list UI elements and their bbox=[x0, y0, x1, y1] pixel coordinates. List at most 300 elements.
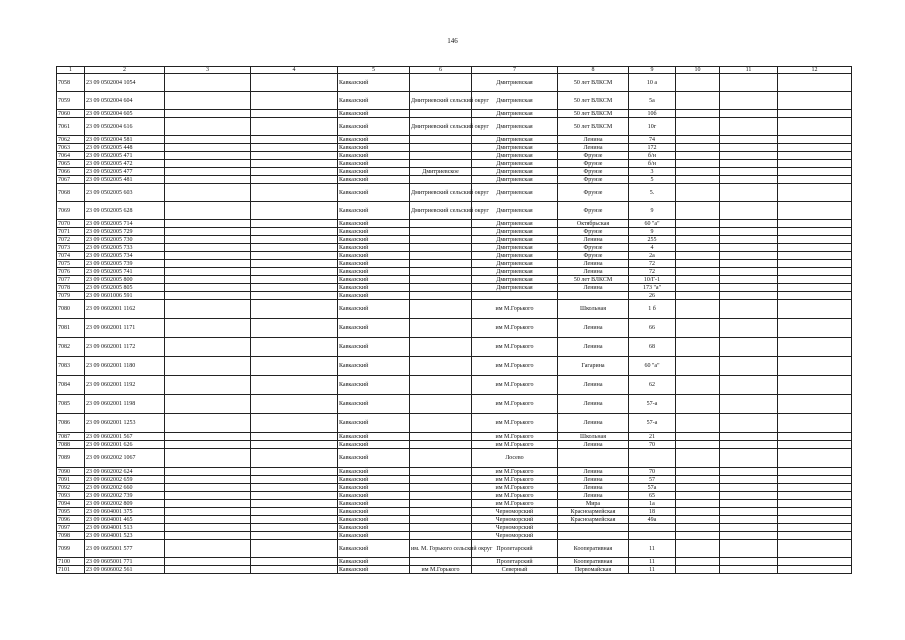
table-cell: Кавказский bbox=[338, 508, 410, 516]
table-cell bbox=[165, 484, 251, 492]
table-cell bbox=[410, 357, 472, 376]
table-cell: 50 лет ВЛКСМ bbox=[558, 118, 629, 136]
table-cell bbox=[410, 492, 472, 500]
table-cell: 23 09 0502005 472 bbox=[85, 160, 165, 168]
table-cell bbox=[720, 414, 778, 433]
table-cell: 23 09 0602001 1162 bbox=[85, 300, 165, 319]
table-cell: Ленина bbox=[558, 284, 629, 292]
table-cell bbox=[778, 176, 852, 184]
table-cell: 23 09 0602001 1198 bbox=[85, 395, 165, 414]
table-cell: Красноармейская bbox=[558, 516, 629, 524]
table-cell: 57а bbox=[629, 484, 676, 492]
table-cell bbox=[251, 433, 338, 441]
table-row bbox=[57, 433, 852, 441]
table-cell: Кавказский bbox=[338, 449, 410, 468]
table-cell bbox=[410, 338, 472, 357]
table-header-row bbox=[57, 67, 852, 74]
table-cell: Школьная bbox=[558, 433, 629, 441]
table-cell bbox=[165, 184, 251, 202]
table-cell bbox=[676, 524, 720, 532]
table-cell bbox=[676, 449, 720, 468]
table-row bbox=[57, 376, 852, 395]
table-cell bbox=[778, 284, 852, 292]
table-cell bbox=[165, 228, 251, 236]
table-cell: Дмитриевский сельский округ bbox=[410, 92, 472, 110]
table-cell: 23 09 0502004 581 bbox=[85, 136, 165, 144]
table-cell: им М.Горького bbox=[472, 433, 558, 441]
table-row bbox=[57, 152, 852, 160]
table-cell: Ленина bbox=[558, 414, 629, 433]
table-row bbox=[57, 338, 852, 357]
table-row bbox=[57, 118, 852, 136]
table-cell: Кавказский bbox=[338, 395, 410, 414]
table-cell: 23 09 0502005 741 bbox=[85, 268, 165, 276]
table-cell: 7070 bbox=[57, 220, 85, 228]
table-row bbox=[57, 319, 852, 338]
table-cell bbox=[778, 395, 852, 414]
table-cell: им М.Горького bbox=[472, 395, 558, 414]
table-cell: 1 б bbox=[629, 300, 676, 319]
table-cell bbox=[720, 468, 778, 476]
table-cell: 7101 bbox=[57, 566, 85, 574]
table-cell: Дмитриевская bbox=[472, 168, 558, 176]
table-cell: Кавказский bbox=[338, 260, 410, 268]
table-row bbox=[57, 74, 852, 92]
table-cell: 23 09 0604001 523 bbox=[85, 532, 165, 540]
table-cell: Дмитриевская bbox=[472, 144, 558, 152]
table-cell: им М.Горького bbox=[472, 357, 558, 376]
table-row bbox=[57, 168, 852, 176]
table-cell bbox=[676, 244, 720, 252]
table-cell: 62 bbox=[629, 376, 676, 395]
table-cell bbox=[720, 202, 778, 220]
table-row bbox=[57, 176, 852, 184]
table-row bbox=[57, 236, 852, 244]
table-cell bbox=[251, 244, 338, 252]
table-cell bbox=[410, 414, 472, 433]
page-number: 146 bbox=[447, 37, 458, 45]
table-cell bbox=[676, 441, 720, 449]
column-header: 2 bbox=[85, 67, 165, 74]
table-cell: Дмитриевский сельский округ bbox=[410, 184, 472, 202]
table-cell: 11 bbox=[629, 558, 676, 566]
table-cell bbox=[410, 284, 472, 292]
table-cell: Ленина bbox=[558, 395, 629, 414]
table-cell: Кавказский bbox=[338, 244, 410, 252]
table-cell bbox=[165, 540, 251, 558]
table-cell bbox=[410, 558, 472, 566]
table-cell: 23 09 0502005 481 bbox=[85, 176, 165, 184]
table-cell bbox=[410, 268, 472, 276]
table-cell bbox=[676, 220, 720, 228]
table-row bbox=[57, 292, 852, 300]
table-cell bbox=[558, 449, 629, 468]
table-row bbox=[57, 220, 852, 228]
table-cell bbox=[410, 319, 472, 338]
table-cell: 23 09 0604001 513 bbox=[85, 524, 165, 532]
table-cell bbox=[410, 449, 472, 468]
table-cell: им М.Горького bbox=[472, 484, 558, 492]
table-cell bbox=[251, 468, 338, 476]
table-cell: Дмитриевская bbox=[472, 284, 558, 292]
table-cell bbox=[676, 414, 720, 433]
table-cell: Красноармейская bbox=[558, 508, 629, 516]
table-cell: Кооперативная bbox=[558, 540, 629, 558]
table-cell bbox=[165, 160, 251, 168]
table-cell: 50 лет ВЛКСМ bbox=[558, 74, 629, 92]
table-cell bbox=[778, 220, 852, 228]
table-cell bbox=[778, 524, 852, 532]
table-cell bbox=[410, 176, 472, 184]
column-header: 12 bbox=[778, 67, 852, 74]
table-cell: Кавказский bbox=[338, 176, 410, 184]
table-cell: 26 bbox=[629, 292, 676, 300]
table-cell bbox=[251, 558, 338, 566]
table-cell: Фрунзе bbox=[558, 160, 629, 168]
table-cell: 4 bbox=[629, 244, 676, 252]
table-cell: Дмитриевский сельский округ bbox=[410, 202, 472, 220]
table-cell bbox=[720, 338, 778, 357]
table-cell bbox=[778, 414, 852, 433]
table-cell: 70 bbox=[629, 441, 676, 449]
table-cell bbox=[676, 110, 720, 118]
table-cell: 23 09 0502005 729 bbox=[85, 228, 165, 236]
table-cell: Кавказский bbox=[338, 168, 410, 176]
table-row bbox=[57, 508, 852, 516]
table-cell bbox=[720, 276, 778, 284]
table-cell bbox=[410, 500, 472, 508]
table-cell bbox=[251, 484, 338, 492]
table-cell: 23 09 0602002 624 bbox=[85, 468, 165, 476]
table-cell: 23 09 0602001 1171 bbox=[85, 319, 165, 338]
table-cell: Дмитриевская bbox=[472, 184, 558, 202]
table-cell bbox=[251, 284, 338, 292]
table-cell bbox=[676, 500, 720, 508]
table-cell bbox=[165, 176, 251, 184]
table-cell: Черноморский bbox=[472, 516, 558, 524]
table-cell: Черноморский bbox=[472, 524, 558, 532]
table-cell: Черноморский bbox=[472, 532, 558, 540]
table-cell: Фрунзе bbox=[558, 244, 629, 252]
table-cell bbox=[165, 110, 251, 118]
table-cell: Лосево bbox=[472, 449, 558, 468]
table-cell bbox=[251, 500, 338, 508]
table-cell: 7062 bbox=[57, 136, 85, 144]
table-row bbox=[57, 468, 852, 476]
table-cell bbox=[676, 228, 720, 236]
table-cell bbox=[251, 136, 338, 144]
table-row bbox=[57, 144, 852, 152]
table-cell: 7074 bbox=[57, 252, 85, 260]
table-cell bbox=[165, 236, 251, 244]
table-cell bbox=[676, 136, 720, 144]
table-cell bbox=[165, 252, 251, 260]
table-cell bbox=[778, 516, 852, 524]
column-header: 9 bbox=[629, 67, 676, 74]
table-cell: Кавказский bbox=[338, 357, 410, 376]
table-cell bbox=[165, 260, 251, 268]
table-cell bbox=[165, 292, 251, 300]
table-cell: Кавказский bbox=[338, 252, 410, 260]
table-cell bbox=[720, 260, 778, 268]
table-cell: 7087 bbox=[57, 433, 85, 441]
table-cell: 23 09 0604001 465 bbox=[85, 516, 165, 524]
table-cell: 7075 bbox=[57, 260, 85, 268]
table-cell bbox=[165, 395, 251, 414]
table-cell: 7093 bbox=[57, 492, 85, 500]
table-cell bbox=[778, 268, 852, 276]
table-row bbox=[57, 202, 852, 220]
table-cell: Дмитриевская bbox=[472, 160, 558, 168]
table-cell bbox=[410, 244, 472, 252]
register-table bbox=[56, 66, 852, 574]
table-cell bbox=[251, 395, 338, 414]
table-cell bbox=[558, 292, 629, 300]
table-cell bbox=[720, 524, 778, 532]
table-cell: б/н bbox=[629, 160, 676, 168]
table-cell bbox=[778, 152, 852, 160]
table-cell: 23 09 0502005 730 bbox=[85, 236, 165, 244]
table-cell: 7061 bbox=[57, 118, 85, 136]
table-cell: 10 а bbox=[629, 74, 676, 92]
table-cell bbox=[778, 484, 852, 492]
table-cell: Ленина bbox=[558, 468, 629, 476]
table-cell bbox=[558, 532, 629, 540]
table-cell bbox=[676, 276, 720, 284]
table-cell: Кавказский bbox=[338, 516, 410, 524]
table-cell bbox=[778, 292, 852, 300]
table-cell: 9 bbox=[629, 202, 676, 220]
table-cell: 23 09 0502004 605 bbox=[85, 110, 165, 118]
table-cell bbox=[165, 338, 251, 357]
table-cell bbox=[778, 260, 852, 268]
table-cell: Фрунзе bbox=[558, 252, 629, 260]
table-cell: Черноморский bbox=[472, 508, 558, 516]
table-cell bbox=[676, 74, 720, 92]
table-cell: 23 09 0605001 577 bbox=[85, 540, 165, 558]
table-cell bbox=[720, 532, 778, 540]
table-cell bbox=[410, 508, 472, 516]
table-cell bbox=[720, 236, 778, 244]
table-cell bbox=[410, 524, 472, 532]
table-cell bbox=[410, 260, 472, 268]
table-cell: 70 bbox=[629, 468, 676, 476]
table-cell bbox=[410, 484, 472, 492]
table-cell bbox=[676, 395, 720, 414]
table-cell bbox=[629, 532, 676, 540]
table-cell bbox=[251, 184, 338, 202]
table-cell bbox=[778, 449, 852, 468]
table-cell bbox=[251, 540, 338, 558]
table-cell bbox=[778, 476, 852, 484]
column-header: 1 bbox=[57, 67, 85, 74]
table-cell: Дмитриевская bbox=[472, 236, 558, 244]
table-cell bbox=[778, 74, 852, 92]
table-cell: Дмитриевская bbox=[472, 118, 558, 136]
table-cell bbox=[410, 300, 472, 319]
table-cell bbox=[778, 244, 852, 252]
table-cell bbox=[720, 500, 778, 508]
column-header: 4 bbox=[251, 67, 338, 74]
table-cell bbox=[676, 540, 720, 558]
table-cell: б/н bbox=[629, 152, 676, 160]
table-cell bbox=[720, 220, 778, 228]
table-cell: Кавказский bbox=[338, 202, 410, 220]
column-header: 7 bbox=[472, 67, 558, 74]
table-row bbox=[57, 566, 852, 574]
table-cell: Мира bbox=[558, 500, 629, 508]
table-cell: Кавказский bbox=[338, 468, 410, 476]
table-cell bbox=[676, 202, 720, 220]
table-row bbox=[57, 184, 852, 202]
table-cell: Ленина bbox=[558, 338, 629, 357]
table-cell bbox=[251, 168, 338, 176]
table-cell bbox=[410, 516, 472, 524]
column-header: 5 bbox=[338, 67, 410, 74]
table-cell bbox=[720, 476, 778, 484]
table-cell bbox=[676, 484, 720, 492]
table-cell: им М.Горького bbox=[472, 441, 558, 449]
table-row bbox=[57, 228, 852, 236]
table-cell: 23 09 0602001 567 bbox=[85, 433, 165, 441]
table-cell bbox=[720, 566, 778, 574]
table-cell: Кавказский bbox=[338, 319, 410, 338]
table-cell bbox=[165, 152, 251, 160]
table-cell: Дмитриевская bbox=[472, 152, 558, 160]
table-cell: Дмитриевская bbox=[472, 268, 558, 276]
table-cell: Кавказский bbox=[338, 433, 410, 441]
column-header: 3 bbox=[165, 67, 251, 74]
table-cell bbox=[720, 118, 778, 136]
table-cell: 23 09 0605001 771 bbox=[85, 558, 165, 566]
table-row bbox=[57, 492, 852, 500]
table-cell: 57 bbox=[629, 476, 676, 484]
table-cell: Ленина bbox=[558, 236, 629, 244]
table-cell bbox=[778, 319, 852, 338]
table-row bbox=[57, 476, 852, 484]
table-cell bbox=[410, 276, 472, 284]
table-cell bbox=[410, 532, 472, 540]
table-cell: 2а bbox=[629, 252, 676, 260]
table-cell: 7098 bbox=[57, 532, 85, 540]
table-cell bbox=[720, 558, 778, 566]
table-cell: 7099 bbox=[57, 540, 85, 558]
table-cell: им. М. Горького сельский округ bbox=[410, 540, 472, 558]
table-cell bbox=[778, 532, 852, 540]
table-cell: Кавказский bbox=[338, 268, 410, 276]
table-cell bbox=[251, 292, 338, 300]
table-cell: 11 bbox=[629, 566, 676, 574]
table-cell bbox=[165, 433, 251, 441]
table-cell: им М.Горького bbox=[472, 476, 558, 484]
table-cell: Фрунзе bbox=[558, 152, 629, 160]
table-cell bbox=[720, 484, 778, 492]
table-cell bbox=[676, 252, 720, 260]
table-cell bbox=[251, 414, 338, 433]
table-cell: Кавказский bbox=[338, 284, 410, 292]
table-cell: Фрунзе bbox=[558, 228, 629, 236]
table-cell: 3 bbox=[629, 168, 676, 176]
table-cell bbox=[251, 338, 338, 357]
table-cell bbox=[410, 74, 472, 92]
table-cell: 23 09 0502005 733 bbox=[85, 244, 165, 252]
table-cell: 68 bbox=[629, 338, 676, 357]
table-cell: 7060 bbox=[57, 110, 85, 118]
table-cell: Кавказский bbox=[338, 532, 410, 540]
table-row bbox=[57, 357, 852, 376]
table-cell: 7078 bbox=[57, 284, 85, 292]
table-cell bbox=[720, 284, 778, 292]
table-cell: 72 bbox=[629, 260, 676, 268]
table-cell: Ленина bbox=[558, 144, 629, 152]
table-cell: 23 09 0602001 1172 bbox=[85, 338, 165, 357]
column-header: 6 bbox=[410, 67, 472, 74]
table-row bbox=[57, 136, 852, 144]
table-cell: Кавказский bbox=[338, 74, 410, 92]
table-cell bbox=[676, 532, 720, 540]
table-cell bbox=[778, 508, 852, 516]
table-cell bbox=[676, 144, 720, 152]
table-cell bbox=[778, 566, 852, 574]
table-row bbox=[57, 260, 852, 268]
table-cell bbox=[720, 176, 778, 184]
table-cell: 10б bbox=[629, 110, 676, 118]
table-cell bbox=[720, 357, 778, 376]
table-cell bbox=[676, 168, 720, 176]
table-cell: 23 09 0502005 800 bbox=[85, 276, 165, 284]
table-cell: 7063 bbox=[57, 144, 85, 152]
table-cell bbox=[676, 236, 720, 244]
table-cell: Кавказский bbox=[338, 500, 410, 508]
table-cell: им М.Горького bbox=[410, 566, 472, 574]
table-cell: 7091 bbox=[57, 476, 85, 484]
table-cell bbox=[165, 92, 251, 110]
table-cell bbox=[778, 540, 852, 558]
table-cell bbox=[676, 476, 720, 484]
table-cell bbox=[165, 558, 251, 566]
table-cell: 7092 bbox=[57, 484, 85, 492]
table-cell: Пролетарский bbox=[472, 558, 558, 566]
table-cell: Кавказский bbox=[338, 414, 410, 433]
table-cell bbox=[720, 319, 778, 338]
table-cell: 23 09 0601006 591 bbox=[85, 292, 165, 300]
table-cell bbox=[251, 92, 338, 110]
table-cell: 7084 bbox=[57, 376, 85, 395]
table-cell bbox=[165, 244, 251, 252]
table-cell: Дмитриевское bbox=[410, 168, 472, 176]
table-cell bbox=[165, 500, 251, 508]
table-cell: 7088 bbox=[57, 441, 85, 449]
table-cell bbox=[720, 268, 778, 276]
table-cell bbox=[778, 92, 852, 110]
table-cell: 172 bbox=[629, 144, 676, 152]
table-cell: 23 09 0502004 1054 bbox=[85, 74, 165, 92]
table-cell bbox=[720, 168, 778, 176]
table-cell: 7077 bbox=[57, 276, 85, 284]
table-cell: 7083 bbox=[57, 357, 85, 376]
table-cell: Кавказский bbox=[338, 376, 410, 395]
table-cell: 23 09 0502004 616 bbox=[85, 118, 165, 136]
table-cell bbox=[410, 152, 472, 160]
table-cell bbox=[629, 524, 676, 532]
table-cell bbox=[165, 136, 251, 144]
table-cell: Ленина bbox=[558, 268, 629, 276]
table-cell: 23 09 0606002 561 bbox=[85, 566, 165, 574]
table-cell bbox=[251, 319, 338, 338]
table-cell bbox=[720, 228, 778, 236]
table-cell bbox=[676, 516, 720, 524]
table-cell bbox=[165, 566, 251, 574]
